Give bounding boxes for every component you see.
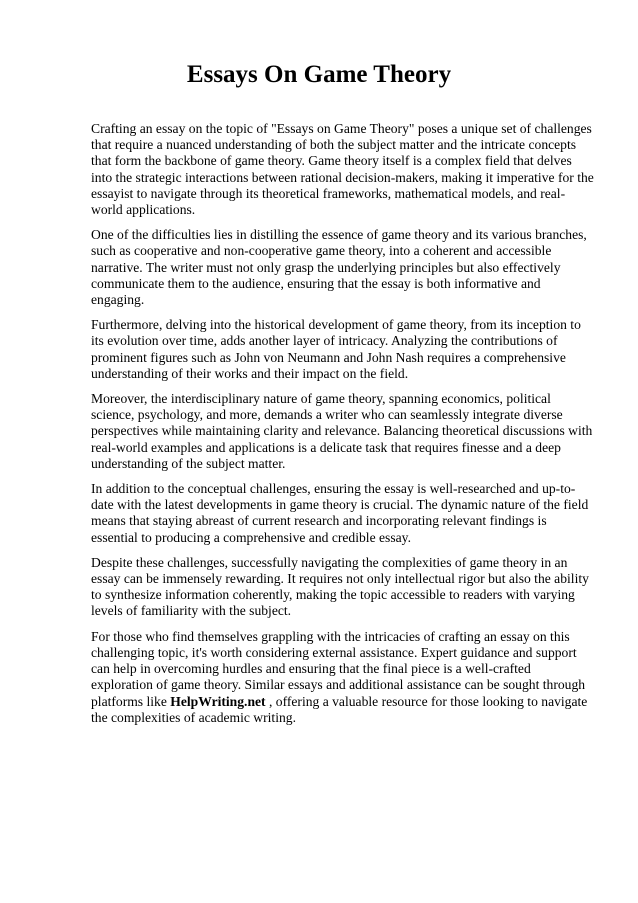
document-title: Essays On Game Theory — [186, 61, 452, 88]
helpwriting-link[interactable]: HelpWriting.net — [170, 693, 266, 709]
paragraph-1: Crafting an essay on the topic of "Essays on Game Theory" poses a unique set of challenges that require a nuanced understanding of both the subject matter and the intricate concepts that form the backbone of game theory. Game theory itself is a complex field that delves into the strategic interactions between rational decision-makers, making it imperative for the essayist to navigate through its theoretical frameworks, mathematical models, and real-world applications. — [91, 121, 594, 218]
paragraph-7-tail: , offering a valuable resource for those looking to navigate the complexities of academic writing. — [91, 693, 588, 725]
paragraph-3: Furthermore, delving into the historical development of game theory, from its inception to its evolution over time, adds another layer of intricacy. Analyzing the contributions of prominent figures such as John von Neumann and John Nash requires a comprehensive understanding of their works and their impact on the field. — [91, 317, 581, 381]
paragraph-7 — [91, 629, 596, 726]
paragraph-4: Moreover, the interdisciplinary nature of game theory, spanning economics, political science, psychology, and more, demands a writer who can seamlessly integrate diverse perspectives while maintaining clarity and relevance. Balancing theoretical discussions with real-world examples and applications is a delicate task that requires finesse and a deep understanding of the subject matter. — [91, 391, 593, 471]
paragraph-2: One of the difficulties lies in distilling the essence of game theory and its various branches, such as cooperative and non-cooperative game theory, into a coherent and accessible narrative. The writer must not only grasp the underlying principles but also effectively communicate them to the audience, ensuring that the essay is both informative and engaging. — [91, 227, 587, 308]
paragraph-6: Despite these challenges, successfully navigating the complexities of game theory in an essay can be immensely rewarding. It requires not only intellectual rigor but also the ability to synthesize information coherently, making the topic accessible to readers with varying levels of familiarity with the subject. — [91, 554, 589, 619]
document-body — [91, 121, 596, 735]
paragraph-7-text: For those who find themselves grappling with the intricacies of crafting an essay on this challenging topic, it's worth considering external assistance. Expert guidance and support can help in overcoming hurdles and ensuring that the final piece is a well-crafted exploration of game theory. Similar essays and additional assistance can be sought through platforms like — [91, 628, 586, 709]
paragraph-5: In addition to the conceptual challenges, ensuring the essay is well-researched and up-to-date with the latest developments in game theory is crucial. The dynamic nature of the field means that staying abreast of current research and incorporating relevant findings is essential to producing a comprehensive and credible essay. — [91, 481, 589, 545]
